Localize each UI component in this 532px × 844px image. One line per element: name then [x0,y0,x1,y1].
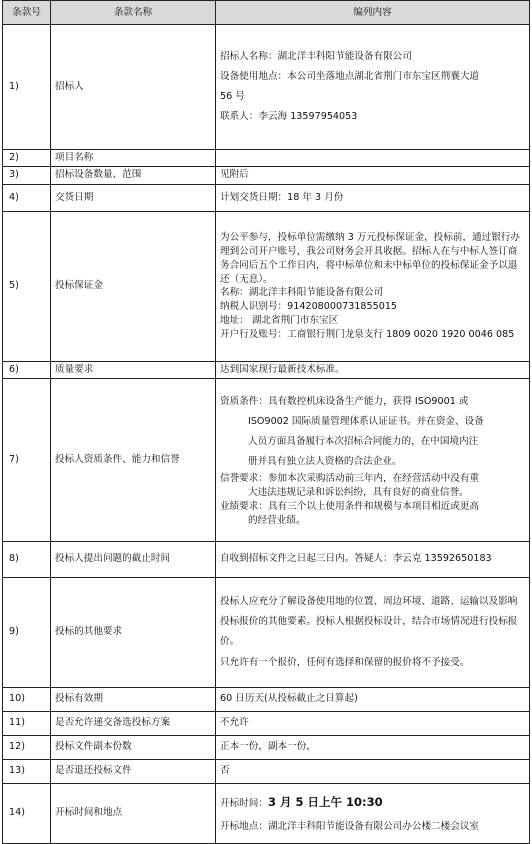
clause-name: 项目名称 [51,150,216,167]
clause-name: 质量要求 [51,361,216,378]
clause-name: 交货日期 [51,184,216,211]
table-row [3,378,530,541]
header-clause-name: 条款名称 [51,1,216,25]
clause-content: 见附后 [216,166,530,184]
clause-content [216,378,530,541]
clause-name: 招标设备数量、范围 [51,166,216,184]
table-row [3,735,530,759]
clause-content [216,211,530,361]
clause-no: 9) [3,577,51,687]
table-row [3,711,530,735]
clause-no: 10) [3,687,51,711]
header-clause-no: 条款号 [3,1,51,25]
clause-no: 4) [3,184,51,211]
clause-name: 是否退还投标文件 [51,759,216,783]
clause-content [216,25,530,150]
clause-name: 投标人提出问题的截止时间 [51,541,216,577]
table-row [3,150,530,167]
table-row [3,577,530,687]
clause-no: 8) [3,541,51,577]
content-line: 56 号 [220,91,245,102]
content-line: 的经营业绩。 [248,515,306,527]
clause-name: 投标保证金 [51,211,216,361]
table-row [3,211,530,361]
content-line: 纳税人识别号：914208000731855015 [220,301,398,313]
clause-content [216,577,530,687]
table-row [3,759,530,783]
opening-time-label: 开标时间： [220,798,268,810]
content-line: 信誉要求：参加本次采购活动前三年内，在经营活动中没有重 [220,473,480,485]
table-header-row [3,1,530,25]
content-line: ISO9002 国际质量管理体系认证证书。并在资金、设备 [248,415,484,427]
clause-no: 5) [3,211,51,361]
clause-no: 11) [3,711,51,735]
clause-content [216,150,530,167]
content-line: 地址： 湖北省荆门市东宝区 [220,315,339,327]
clause-no: 3) [3,166,51,184]
content-line: 联系人：李云海 13597954053 [220,111,358,123]
content-line: 投标人应充分了解设备使用地的位置、周边环境、道路、运输以及影响投标报价的其他要素。投标人根据投标设计，结合市场情况进行投标报价。 [220,596,518,648]
content-line: 大违法违规记录和诉讼纠纷，具有良好的商业信誉。 [248,487,469,499]
clause-name: 投标人资质条件、能力和信誉 [51,378,216,541]
clause-content [216,783,530,843]
table-row [3,25,530,150]
table-row [3,361,530,378]
clause-content: 60 日历天(从投标截止之日算起) [216,687,530,711]
content-line: 开户行及账号：工商银行荆门龙泉支行 1809 0020 1920 0046 085 [220,329,515,341]
clause-content: 不允许 [216,711,530,735]
opening-time-value: 3 月 5 日上午 10:30 [267,795,383,810]
qualification-block [220,392,525,473]
clause-content: 正本一份，副本一份， [216,735,530,759]
clause-name: 开标时间和地点 [51,783,216,843]
opening-place: 开标地点：湖北洋丰科阳节能设备有限公司办公楼二楼会议室 [220,820,480,832]
content-line: 只允许有一个报价，任何有选择和保留的报价将不予接受。 [220,656,470,668]
clause-no: 13) [3,759,51,783]
bid-terms-table [2,0,530,844]
clause-content: 计划交货日期：18 年 3 月份 [216,184,530,211]
clause-content: 达到国家现行最新技术标准。 [216,361,530,378]
content-line: 资质条件：具有数控机床设备生产能力，获得 ISO9001 或 [220,395,469,407]
table-row [3,184,530,211]
table-row [3,783,530,843]
clause-name: 投标文件副本份数 [51,735,216,759]
clause-no: 14) [3,783,51,843]
content-line: 册并具有独立法人资格的合法企业。 [248,456,402,468]
clause-name: 是否允许递交备选投标方案 [51,711,216,735]
clause-name: 投标有效期 [51,687,216,711]
clause-name: 招标人 [51,25,216,150]
clause-no: 2) [3,150,51,167]
table-row [3,687,530,711]
clause-content: 否 [216,759,530,783]
clause-name: 投标的其他要求 [51,577,216,687]
clause-content: 自收到招标文件之日起三日内。答疑人：李云克 13592650183 [216,541,530,577]
opening-time [220,789,525,815]
content-line: 招标人名称：湖北洋丰科阳节能设备有限公司 [220,50,412,62]
clause-no: 7) [3,378,51,541]
content-line: 名称：湖北洋丰科阳节能设备有限公司 [220,287,384,299]
content-line: 业绩要求：具有三个以上使用条件和规模与本项目相近或更高 [220,501,480,513]
clause-no: 1) [3,25,51,150]
table-row [3,541,530,577]
header-content: 编列内容 [216,1,530,25]
clause-no: 6) [3,361,51,378]
clause-no: 12) [3,735,51,759]
content-line: 人员方面具备履行本次招标合同能力的，在中国境内注 [248,436,479,448]
content-line: 设备使用地点：本公司坐落地点湖北省荆门市东宝区荆襄大道 [220,70,480,82]
table-row [3,166,530,184]
content-line: 为公平参与，投标单位需缴纳 3 万元投标保证金，投标前，通过银行办理到公司开户账号，我公司财务会开具收据。招标人在与中标人签订商务合同后五个工作日内，将中标单位和未中标单位的投标保证金予以退还（无息）。 [220,231,521,285]
